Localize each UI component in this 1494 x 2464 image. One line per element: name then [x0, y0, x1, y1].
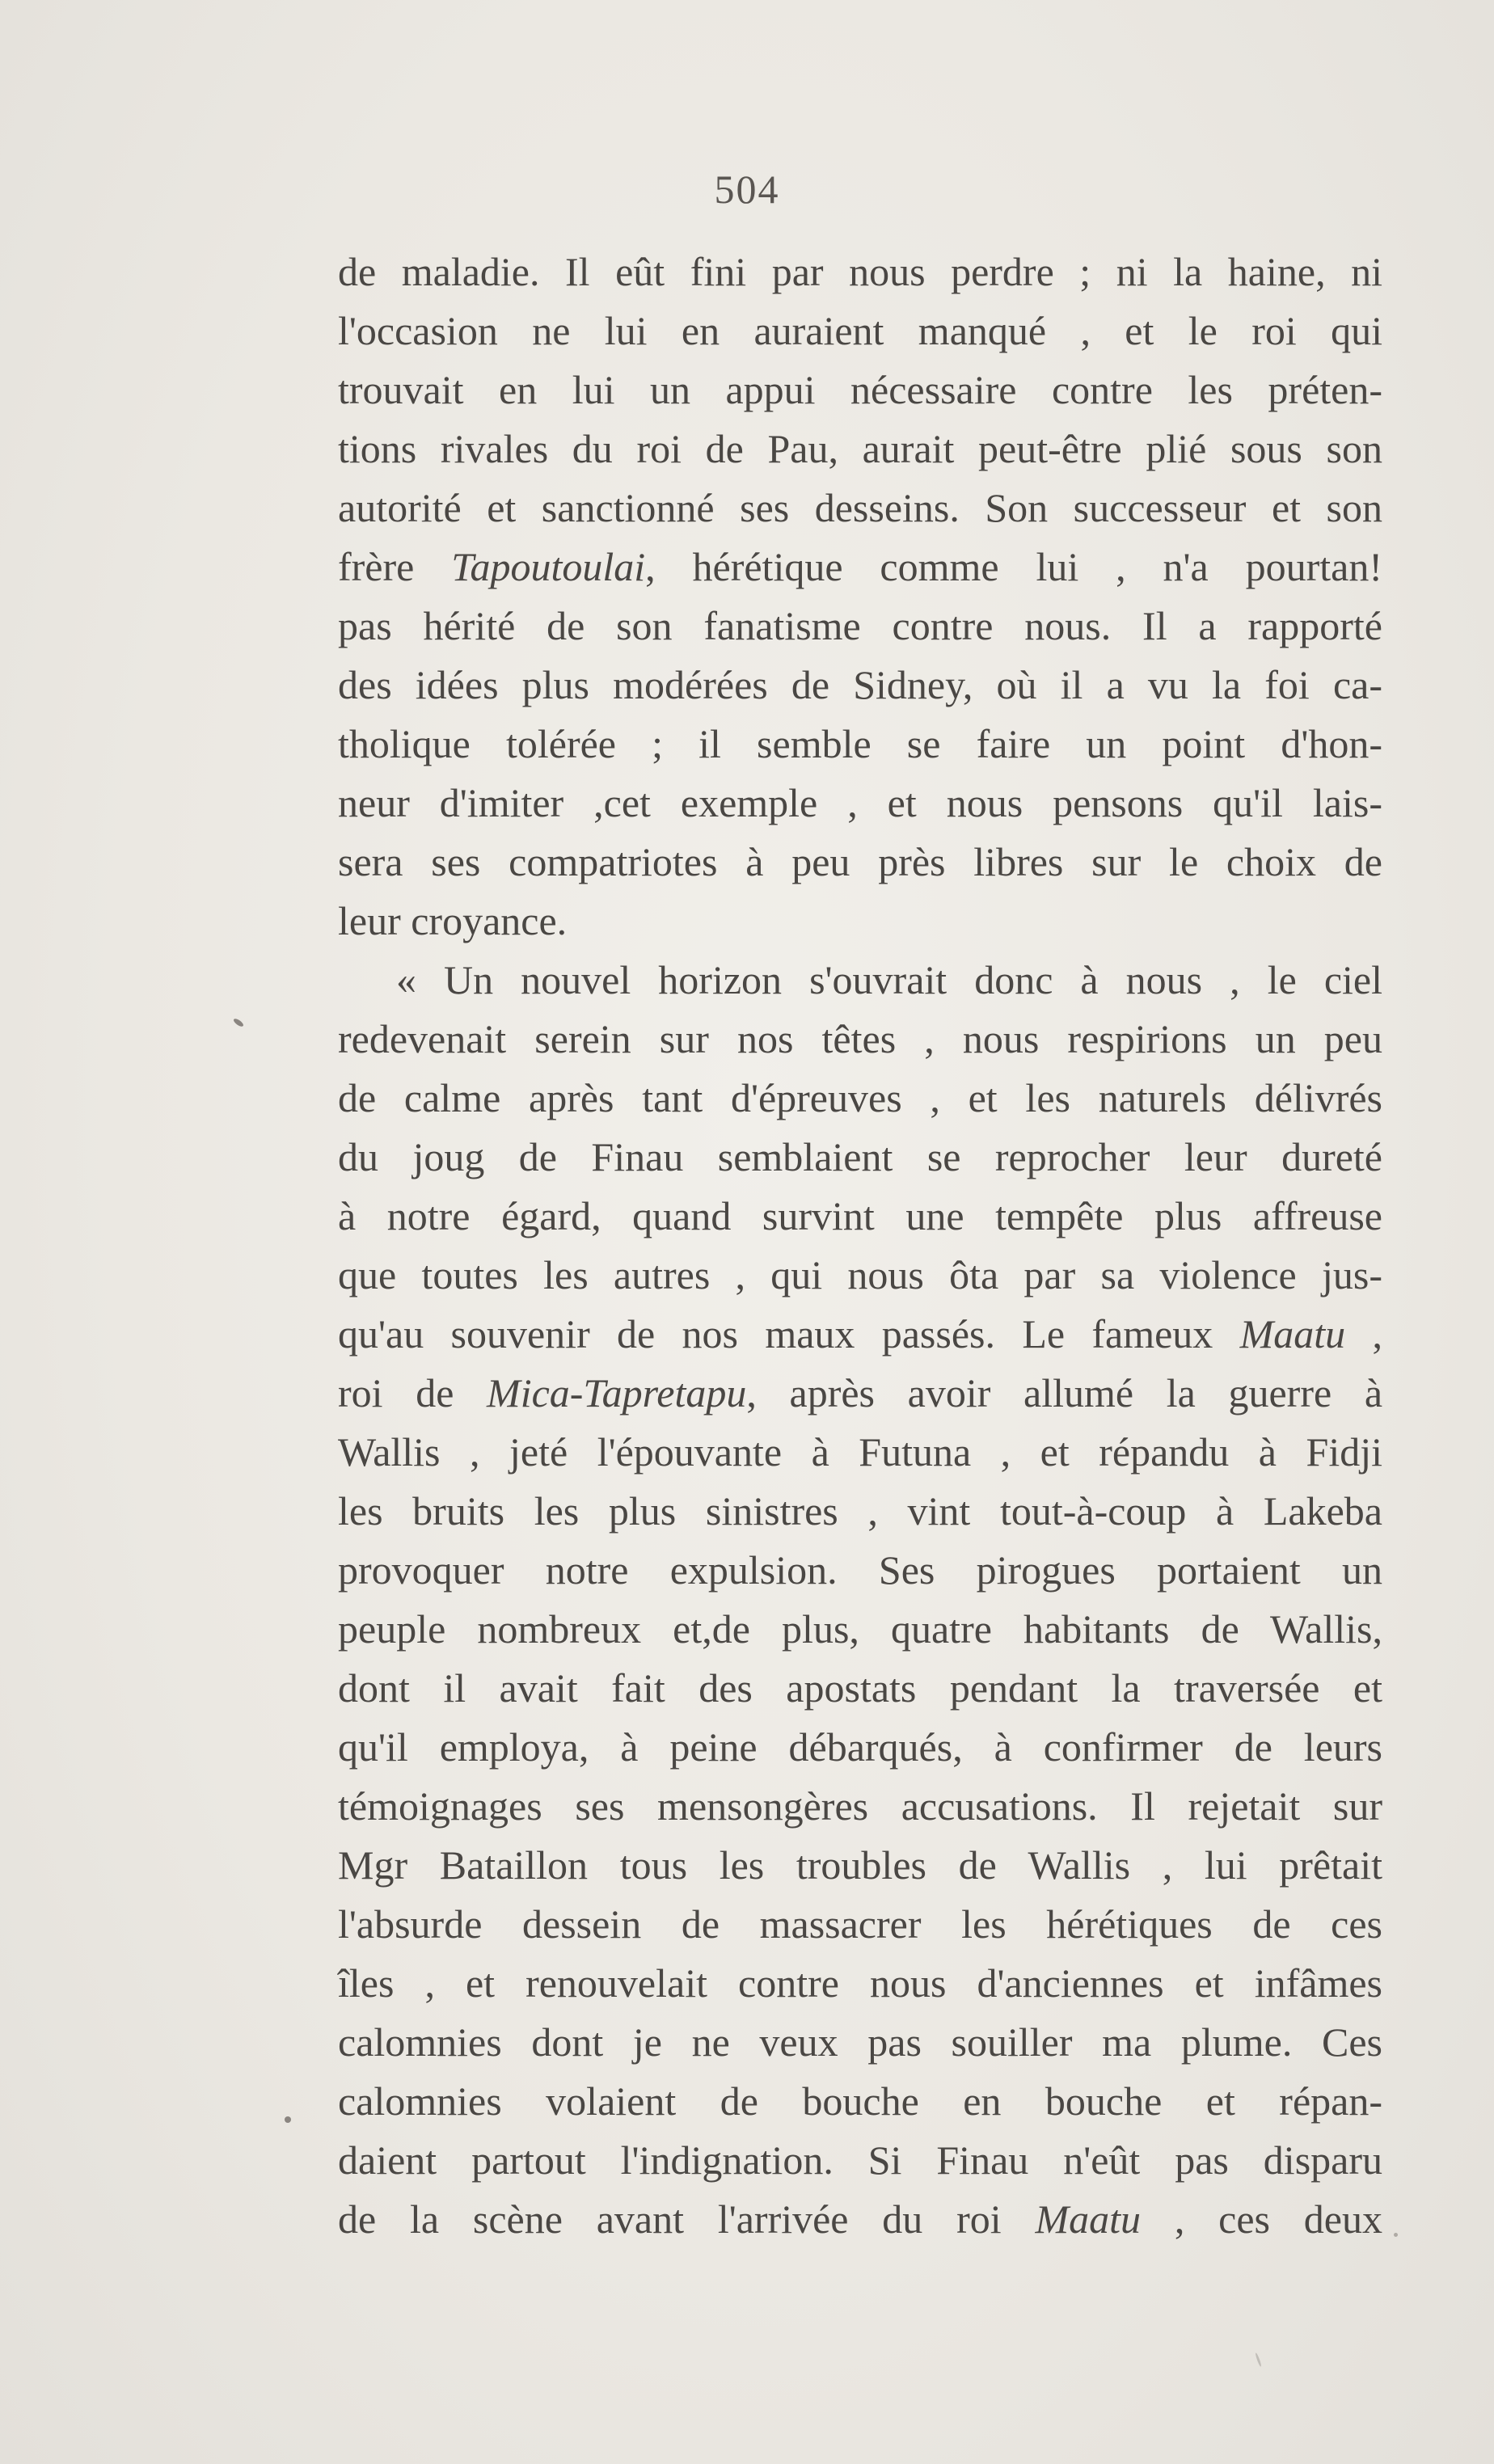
text-line: calomnies dont je ne veux pas souiller ma plume. Ces — [338, 2019, 1382, 2065]
italic-name: Maatu — [1035, 2196, 1142, 2242]
text-line: tions rivales du roi de Pau, aurait peut-être plié sous son — [338, 426, 1382, 471]
text-line: qu'au souvenir de nos maux passés. Le fameux Maatu , — [338, 1311, 1382, 1356]
text-line: l'occasion ne lui en auraient manqué , et le roi qui — [338, 308, 1382, 353]
text-line: leur croyance. — [338, 898, 568, 943]
italic-name: Maatu — [1239, 1311, 1346, 1356]
italic-name: Tapoutoulai — [451, 544, 646, 589]
text-line: pas hérité de son fanatisme contre nous. Il a rapporté — [338, 603, 1382, 648]
text-line: frère Tapoutoulai, hérétique comme lui , n'a pourtan! — [338, 544, 1382, 589]
text-line: tholique tolérée ; il semble se faire un point d'hon- — [338, 721, 1382, 766]
text-line: trouvait en lui un appui nécessaire contre les préten- — [338, 367, 1382, 412]
text-line: de la scène avant l'arrivée du roi Maatu , ces deux — [338, 2196, 1382, 2242]
body-text — [338, 243, 1382, 2249]
text-line: neur d'imiter ,cet exemple , et nous pensons qu'il lais- — [338, 780, 1382, 825]
text-line: à notre égard, quand survint une tempête plus affreuse — [338, 1193, 1382, 1238]
paper-speck — [285, 2116, 291, 2123]
text-line: des idées plus modérées de Sidney, où il a vu la foi ca- — [338, 662, 1382, 707]
text-line: du joug de Finau semblaient se reprocher leur dureté — [338, 1134, 1382, 1179]
italic-name: Mica-Tapretapu — [487, 1370, 747, 1416]
text-line: autorité et sanctionné ses desseins. Son successeur et son — [338, 485, 1382, 530]
text-line: calomnies volaient de bouche en bouche et répan- — [338, 2078, 1382, 2124]
text-line: qu'il employa, à peine débarqués, à confirmer de leurs — [338, 1724, 1382, 1770]
text-line: de calme après tant d'épreuves , et les naturels délivrés — [338, 1075, 1382, 1120]
text-line: peuple nombreux et,de plus, quatre habitants de Wallis, — [338, 1606, 1382, 1652]
text-line: roi de Mica-Tapretapu, après avoir allumé la guerre à — [338, 1370, 1383, 1416]
text-line: sera ses compatriotes à peu près libres sur le choix de — [338, 839, 1382, 884]
paper-speck — [1255, 2352, 1262, 2367]
text-line: daient partout l'indignation. Si Finau n'eût pas disparu — [338, 2137, 1382, 2183]
paper-speck — [233, 1018, 245, 1028]
text-line: îles , et renouvelait contre nous d'anciennes et infâmes — [338, 1960, 1382, 2006]
page-number: 504 — [714, 167, 780, 212]
paper-speck — [1394, 2233, 1398, 2237]
text-line: redevenait serein sur nos têtes , nous respirions un peu — [338, 1016, 1382, 1061]
text-line: « Un nouvel horizon s'ouvrait donc à nous , le ciel — [396, 957, 1382, 1002]
text-line: Wallis , jeté l'épouvante à Futuna , et répandu à Fidji — [338, 1429, 1382, 1475]
text-line: que toutes les autres , qui nous ôta par sa violence jus- — [338, 1252, 1382, 1297]
text-line: Mgr Bataillon tous les troubles de Wallis , lui prêtait — [338, 1842, 1382, 1888]
text-line: les bruits les plus sinistres , vint tout-à-coup à Lakeba — [338, 1488, 1382, 1534]
text-line: de maladie. Il eût fini par nous perdre ; ni la haine, ni — [338, 249, 1382, 294]
text-line: l'absurde dessein de massacrer les hérétiques de ces — [338, 1901, 1382, 1947]
text-line: dont il avait fait des apostats pendant la traversée et — [338, 1665, 1382, 1711]
text-line: témoignages ses mensongères accusations. Il rejetait sur — [338, 1783, 1382, 1829]
text-line: provoquer notre expulsion. Ses pirogues portaient un — [338, 1547, 1382, 1593]
